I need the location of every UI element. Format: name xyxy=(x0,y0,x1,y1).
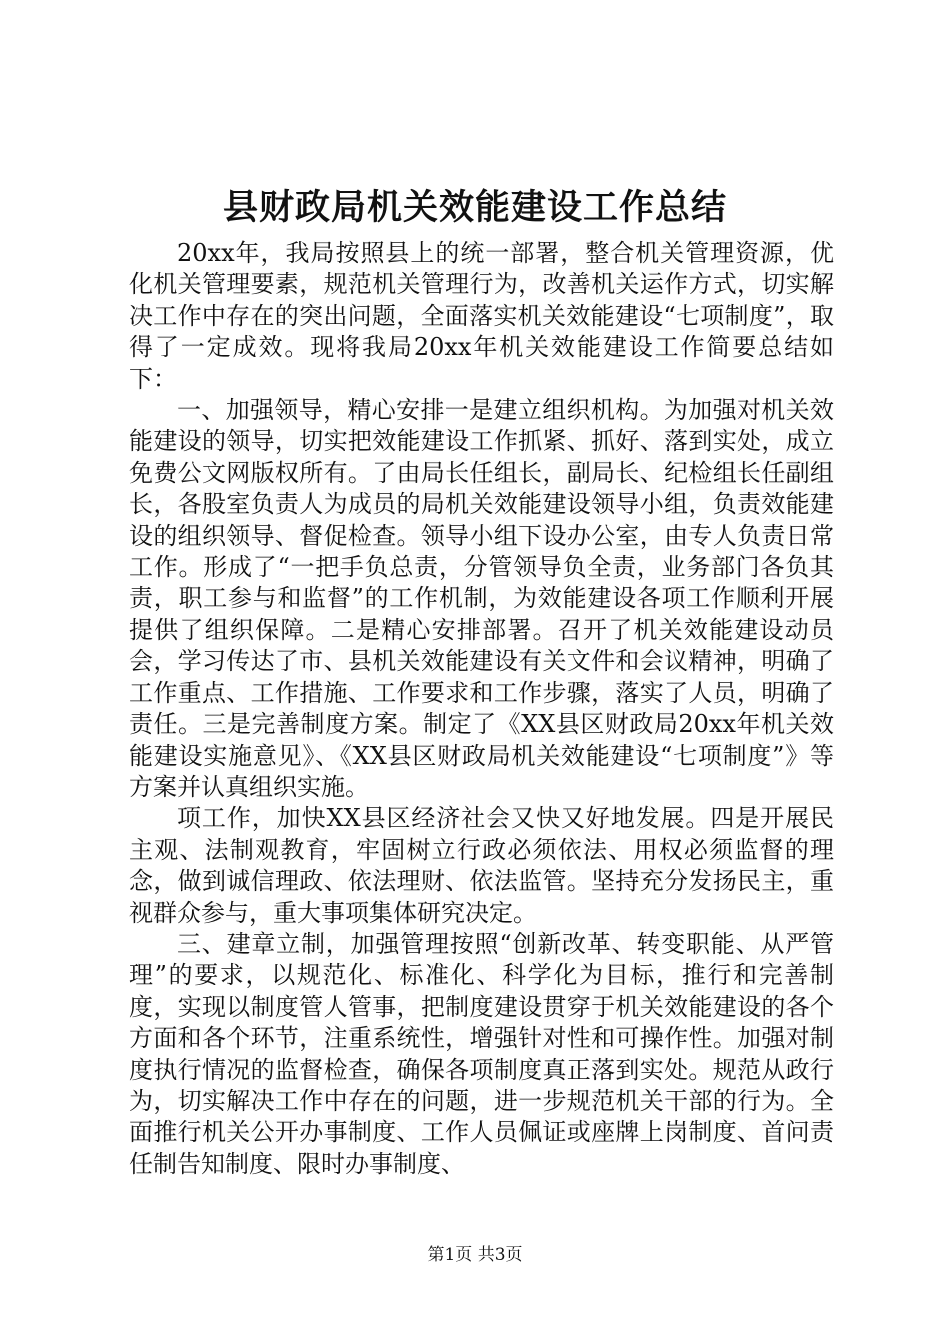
paragraph-section-1: 一、加强领导，精心安排一是建立组织机构。为加强对机关效能建设的领导，切实把效能建设工作抓紧、抓好、落到实处，成立免费公文网版权所有。了由局长任组长，副局长、纪检组长任副组长，各股室负责人为成员的局机关效能建设领导小组，负责效能建设的组织领导、督促检查。领导小组下设办公室，由专人负责日常工作。形成了“一把手负总责，分管领导负全责，业务部门各负其责，职工参与和监督”的工作机制，为效能建设各项工作顺利开展提供了组织保障。二是精心安排部署。召开了机关效能建设动员会，学习传达了市、县机关效能建设有关文件和会议精神，明确了工作重点、工作措施、工作要求和工作步骤，落实了人员，明确了责任。三是完善制度方案。制定了《XX县区财政局20xx年机关效能建设实施意见》、《XX县区财政局机关效能建设“七项制度”》等方案并认真组织实施。 xyxy=(129,396,834,801)
page-number-footer: 第1页 共3页 xyxy=(427,1245,523,1265)
paragraph-intro: 20xx年，我局按照县上的统一部署，整合机关管理资源，优化机关管理要素，规范机关管理行为，改善机关运作方式，切实解决工作中存在的突出问题，全面落实机关效能建设“七项制度”，取得了一定成效。现将我局20xx年机关效能建设工作简要总结如下： xyxy=(129,239,834,393)
paragraph-continuation: 项工作，加快XX县区经济社会又快又好地发展。四是开展民主观、法制观教育，牢固树立行政必须依法、用权必须监督的理念，做到诚信理政、依法理财、依法监管。坚持充分发扬民主，重视群众参与，重大事项集体研究决定。 xyxy=(129,804,834,927)
document-body xyxy=(129,238,834,1180)
document-title: 县财政局机关效能建设工作总结 xyxy=(222,187,727,228)
paragraph-section-3: 三、建章立制，加强管理按照“创新改革、转变职能、从严管理”的要求，以规范化、标准化、科学化为目标，推行和完善制度，实现以制度管人管事，把制度建设贯穿于机关效能建设的各个方面和各个环节，注重系统性，增强针对性和可操作性。加强对制度执行情况的监督检查，确保各项制度真正落到实处。规范从政行为，切实解决工作中存在的问题，进一步规范机关干部的行为。全面推行机关公开办事制度、工作人员佩证或座牌上岗制度、首问责任制告知制度、限时办事制度、 xyxy=(129,929,834,1178)
